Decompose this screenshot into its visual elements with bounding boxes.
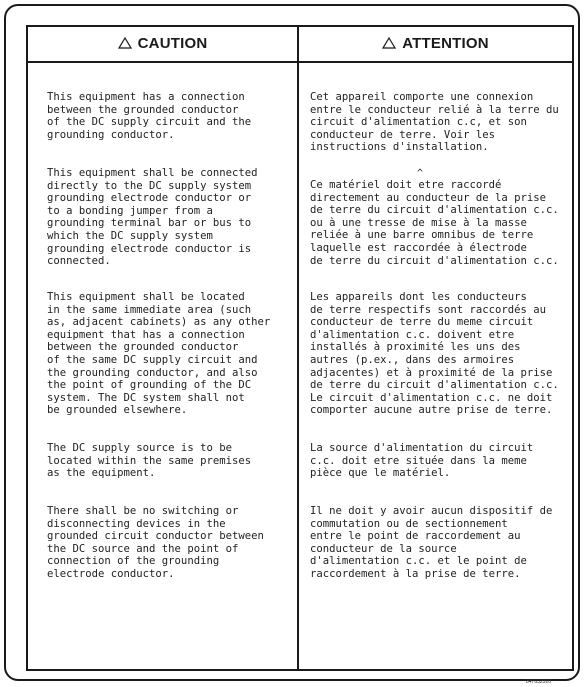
english-paragraph: This equipment shall be connected directly to the DC supply system grounding electrode conductor or to a bonding jumper from a grounding terminal bar or bus to which the DC supply system grounding electrode conductor is connected. [47,167,258,268]
warning-triangle-icon [118,37,132,49]
french-paragraph: Ce matériel doit etre raccordé directement au conducteur de la prise de terre du circuit d'alimentation c.c. ou à une tresse de mise à la masse reliée à une barre omnibus de terre laquelle est raccordée à électrode de terre du circuit d'alimentation c.c. [310,179,559,267]
caret-mark: ^ [417,168,424,179]
french-paragraph: La source d'alimentation du circuit c.c. doit etre située dans la meme pièce que le matériel. [310,442,534,480]
english-paragraph: This equipment shall be located in the same immediate area (such as, adjacent cabinets) as any other equipment that has a connection between the grounded conductor of the same DC supply circuit and the grounding conductor, and also the point of grounding of the DC system. The DC system shall not be grounded elsewhere. [47,291,271,417]
caution-title: CAUTION [137,35,208,52]
english-paragraph: This equipment has a connection between the grounded conductor of the DC supply circuit and the grounding conductor. [47,91,252,141]
part-number: 847632320 [526,679,552,685]
warning-triangle-icon [382,37,396,49]
french-paragraph: Cet appareil comporte une connexion entre le conducteur relié à la terre du circuit d'alimentation c.c, et son conducteur de terre. Voir les instructions d'installation. [310,91,559,154]
label-table [26,25,574,671]
english-paragraph: The DC supply source is to be located within the same premises as the equipment. [47,442,252,480]
attention-title: ATTENTION [402,35,489,52]
french-paragraph: Les appareils dont les conducteurs de terre respectifs sont raccordés au conducteur de terre du meme circuit d'alimentation c.c. doivent etre installés à proximité les uns des autres (p.ex., dans des armoires adjacentes) et à proximité de la prise de terre du circuit d'alimentation c.c. Le circuit d'alimentation c.c. ne doit comporter aucune autre prise de terre. [310,291,559,417]
caution-label [4,4,580,685]
french-paragraph: Il ne doit y avoir aucun dispositif de commutation ou de sectionnement entre le point de raccordement au conducteur de la source d'alimentation c.c. et le point de raccordement à la prise de terre. [310,505,553,580]
attention-heading [299,27,572,61]
english-paragraph: There shall be no switching or disconnecting devices in the grounded circuit conductor between the DC source and the point of connection of the grounding electrode conductor. [47,505,264,580]
caution-heading [28,27,297,61]
column-divider [297,27,299,669]
